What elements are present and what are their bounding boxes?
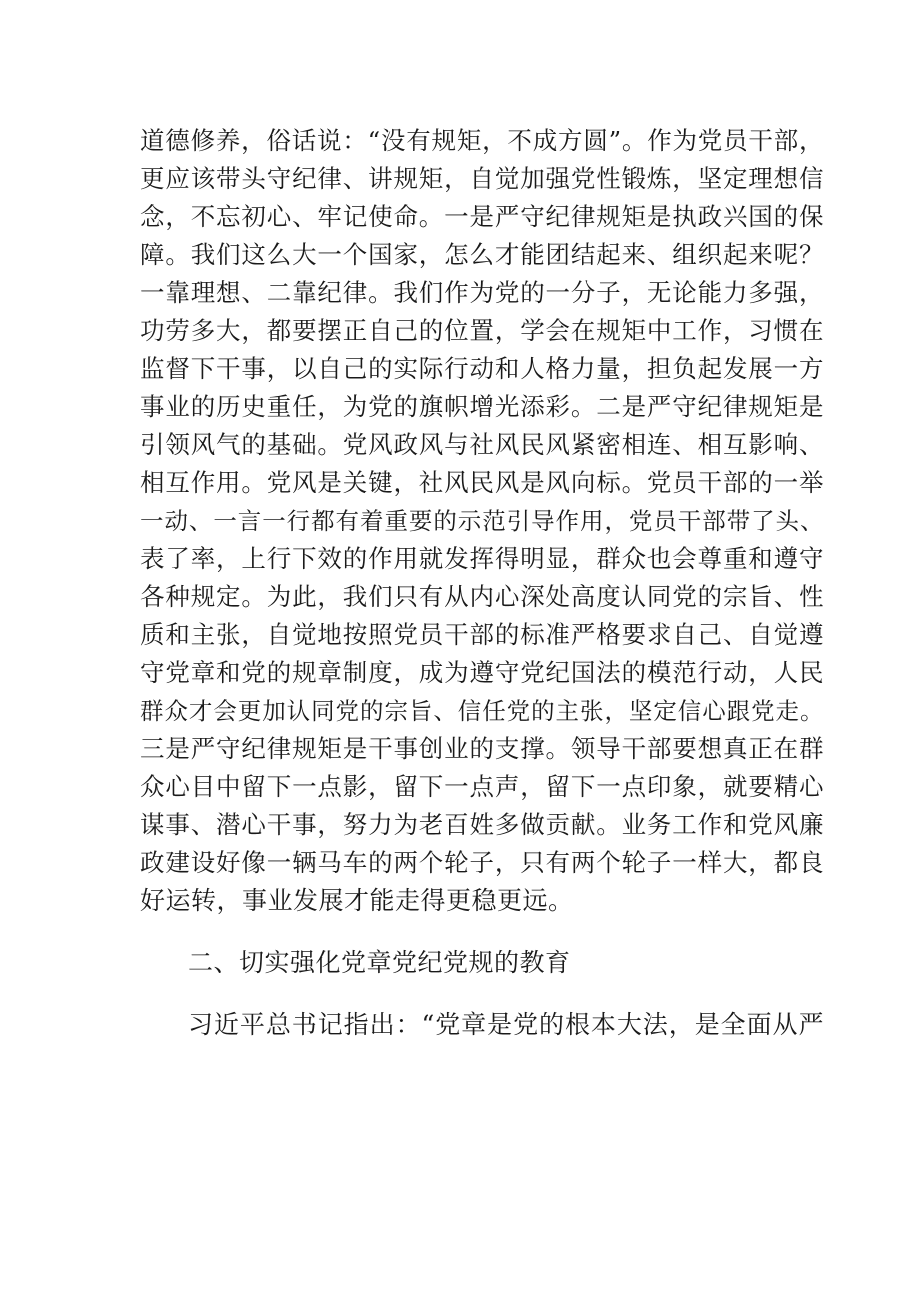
paragraph-line: 质和主张，自觉地按照党员干部的标准严格要求自己、自觉遵 (140, 620, 824, 649)
paragraph-line: 习近平总书记指出：“党章是党的根本大法，是全面从严 (188, 1010, 824, 1039)
paragraph-line: 一靠理想、二靠纪律。我们作为党的一分子，无论能力多强， (140, 278, 824, 307)
paragraph-line: 事业的历史重任，为党的旗帜增光添彩。二是严守纪律规矩是 (140, 392, 824, 421)
paragraph-line: 三是严守纪律规矩是干事创业的支撑。领导干部要想真正在群 (140, 734, 824, 763)
paragraph-line: 各种规定。为此，我们只有从内心深处高度认同党的宗旨、性 (140, 582, 824, 611)
paragraph-line: 念，不忘初心、牢记使命。一是严守纪律规矩是执政兴国的保 (140, 202, 824, 231)
paragraph-line: 道德修养，俗话说：“没有规矩，不成方圆”。作为党员干部， (140, 126, 824, 155)
paragraph-line: 引领风气的基础。党风政风与社风民风紧密相连、相互影响、 (140, 430, 824, 459)
paragraph-line: 功劳多大，都要摆正自己的位置，学会在规矩中工作，习惯在 (140, 316, 824, 345)
paragraph-line: 相互作用。党风是关键，社风民风是风向标。党员干部的一举 (140, 468, 824, 497)
paragraph-line: 好运转，事业发展才能走得更稳更远。 (140, 886, 574, 915)
paragraph-line: 一动、一言一行都有着重要的示范引导作用，党员干部带了头、 (140, 507, 824, 535)
paragraph-line: 政建设好像一辆马车的两个轮子，只有两个轮子一样大，都良 (140, 848, 824, 877)
paragraph-line: 监督下干事，以自己的实际行动和人格力量，担负起发展一方 (140, 354, 824, 383)
paragraph-line: 众心目中留下一点影，留下一点声，留下一点印象，就要精心 (140, 772, 824, 801)
paragraph-line: 谋事、潜心干事，努力为老百姓多做贡献。业务工作和党风廉 (140, 810, 824, 839)
paragraph-line: 群众才会更加认同党的宗旨、信任党的主张，坚定信心跟党走。 (140, 697, 824, 725)
paragraph-line: 更应该带头守纪律、讲规矩，自觉加强党性锻炼，坚定理想信 (140, 164, 824, 193)
paragraph-line: 障。我们这么大一个国家，怎么才能团结起来、组织起来呢？ (140, 240, 824, 269)
paragraph-line: 表了率，上行下效的作用就发挥得明显，群众也会尊重和遵守 (140, 544, 824, 573)
paragraph-line: 守党章和党的规章制度，成为遵守党纪国法的模范行动，人民 (140, 658, 824, 687)
section-heading: 二、切实强化党章党纪党规的教育 (188, 948, 571, 977)
